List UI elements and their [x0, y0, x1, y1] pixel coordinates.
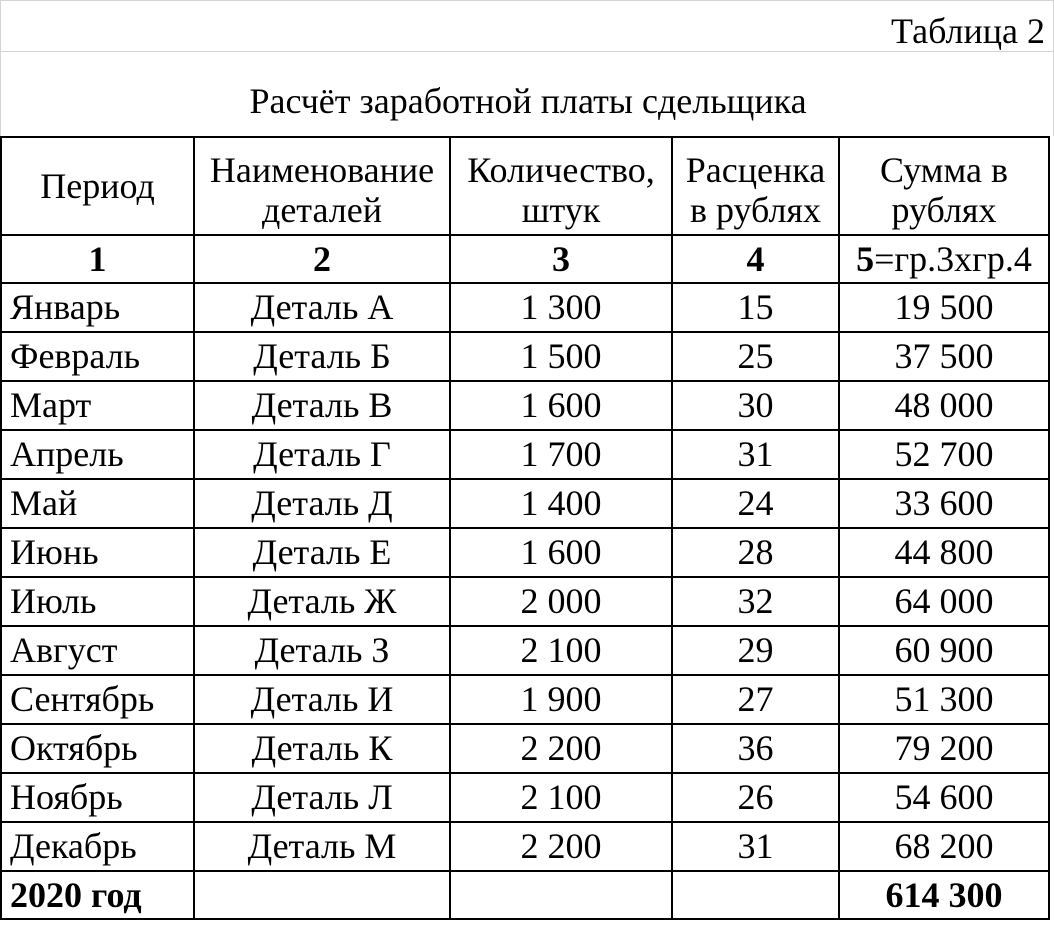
header-part-name — [194, 137, 450, 235]
header-part-line2: деталей — [262, 190, 382, 230]
price-cell: 28 — [672, 528, 839, 577]
part-name-cell: Деталь К — [194, 724, 450, 773]
table-row — [1, 724, 1049, 773]
table-row — [1, 675, 1049, 724]
part-name-cell: Деталь М — [194, 822, 450, 871]
header-qty-line1: Количество, — [467, 150, 655, 190]
table-label: Таблица 2 — [891, 11, 1045, 51]
period-cell: Август — [1, 626, 194, 675]
table-row — [1, 528, 1049, 577]
total-empty-cell — [450, 871, 672, 919]
sum-cell: 60 900 — [839, 626, 1049, 675]
quantity-cell: 2 100 — [450, 626, 672, 675]
total-row — [1, 871, 1049, 919]
header-quantity — [450, 137, 672, 235]
price-cell: 32 — [672, 577, 839, 626]
part-name-cell: Деталь И — [194, 675, 450, 724]
table-row — [1, 822, 1049, 871]
price-cell: 26 — [672, 773, 839, 822]
header-qty-line2: штук — [521, 190, 601, 230]
sum-cell: 64 000 — [839, 577, 1049, 626]
sum-cell: 52 700 — [839, 430, 1049, 479]
price-cell: 24 — [672, 479, 839, 528]
quantity-cell: 1 400 — [450, 479, 672, 528]
table-header-area — [0, 0, 1054, 136]
header-part-line1: Наименование — [209, 150, 435, 190]
column-number-4: 4 — [672, 235, 839, 283]
period-cell: Март — [1, 381, 194, 430]
header-price-line1: Расценка — [685, 150, 826, 190]
table-row — [1, 283, 1049, 332]
column-number-row — [1, 235, 1049, 283]
part-name-cell: Деталь Е — [194, 528, 450, 577]
period-cell: Сентябрь — [1, 675, 194, 724]
period-cell: Декабрь — [1, 822, 194, 871]
quantity-cell: 1 600 — [450, 528, 672, 577]
sum-cell: 79 200 — [839, 724, 1049, 773]
column-number-5-num: 5 — [856, 239, 875, 279]
price-cell: 29 — [672, 626, 839, 675]
table-row — [1, 773, 1049, 822]
price-cell: 25 — [672, 332, 839, 381]
column-number-3: 3 — [450, 235, 672, 283]
sum-cell: 37 500 — [839, 332, 1049, 381]
part-name-cell: Деталь Л — [194, 773, 450, 822]
sum-cell: 68 200 — [839, 822, 1049, 871]
header-period: Период — [1, 137, 194, 235]
part-name-cell: Деталь В — [194, 381, 450, 430]
total-period-cell: 2020 год — [1, 871, 194, 919]
column-number-2: 2 — [194, 235, 450, 283]
sum-cell: 33 600 — [839, 479, 1049, 528]
quantity-cell: 2 200 — [450, 724, 672, 773]
quantity-cell: 1 900 — [450, 675, 672, 724]
quantity-cell: 2 000 — [450, 577, 672, 626]
wage-calculation-table — [0, 136, 1050, 920]
column-5-formula: =гр.3хгр.4 — [874, 239, 1032, 279]
price-cell: 27 — [672, 675, 839, 724]
sum-cell: 19 500 — [839, 283, 1049, 332]
period-cell: Январь — [1, 283, 194, 332]
header-price — [672, 137, 839, 235]
part-name-cell: Деталь З — [194, 626, 450, 675]
period-cell: Апрель — [1, 430, 194, 479]
quantity-cell: 2 100 — [450, 773, 672, 822]
header-sum-line2: рублях — [891, 190, 997, 230]
part-name-cell: Деталь А — [194, 283, 450, 332]
part-name-cell: Деталь Б — [194, 332, 450, 381]
period-cell: Май — [1, 479, 194, 528]
sum-cell: 44 800 — [839, 528, 1049, 577]
quantity-cell: 2 200 — [450, 822, 672, 871]
header-price-line2: в рублях — [690, 190, 821, 230]
period-cell: Февраль — [1, 332, 194, 381]
quantity-cell: 1 700 — [450, 430, 672, 479]
table-row — [1, 381, 1049, 430]
price-cell: 31 — [672, 822, 839, 871]
part-name-cell: Деталь Г — [194, 430, 450, 479]
period-cell: Октябрь — [1, 724, 194, 773]
price-cell: 30 — [672, 381, 839, 430]
sum-cell: 51 300 — [839, 675, 1049, 724]
column-number-5 — [839, 235, 1049, 283]
period-cell: Июнь — [1, 528, 194, 577]
header-sum-line1: Сумма в — [880, 150, 1008, 190]
sum-cell: 54 600 — [839, 773, 1049, 822]
table-row — [1, 479, 1049, 528]
header-sum — [839, 137, 1049, 235]
table-row — [1, 626, 1049, 675]
part-name-cell: Деталь Ж — [194, 577, 450, 626]
total-empty-cell — [672, 871, 839, 919]
table-title: Расчёт заработной платы сдельщика — [249, 81, 807, 121]
price-cell: 36 — [672, 724, 839, 773]
column-number-1: 1 — [1, 235, 194, 283]
header-row — [1, 137, 1049, 235]
table-row — [1, 332, 1049, 381]
quantity-cell: 1 300 — [450, 283, 672, 332]
period-cell: Ноябрь — [1, 773, 194, 822]
quantity-cell: 1 600 — [450, 381, 672, 430]
total-sum-cell: 614 300 — [839, 871, 1049, 919]
price-cell: 31 — [672, 430, 839, 479]
table-row — [1, 430, 1049, 479]
gridline — [1, 51, 1053, 52]
total-empty-cell — [194, 871, 450, 919]
price-cell: 15 — [672, 283, 839, 332]
table-row — [1, 577, 1049, 626]
part-name-cell: Деталь Д — [194, 479, 450, 528]
period-cell: Июль — [1, 577, 194, 626]
quantity-cell: 1 500 — [450, 332, 672, 381]
sum-cell: 48 000 — [839, 381, 1049, 430]
